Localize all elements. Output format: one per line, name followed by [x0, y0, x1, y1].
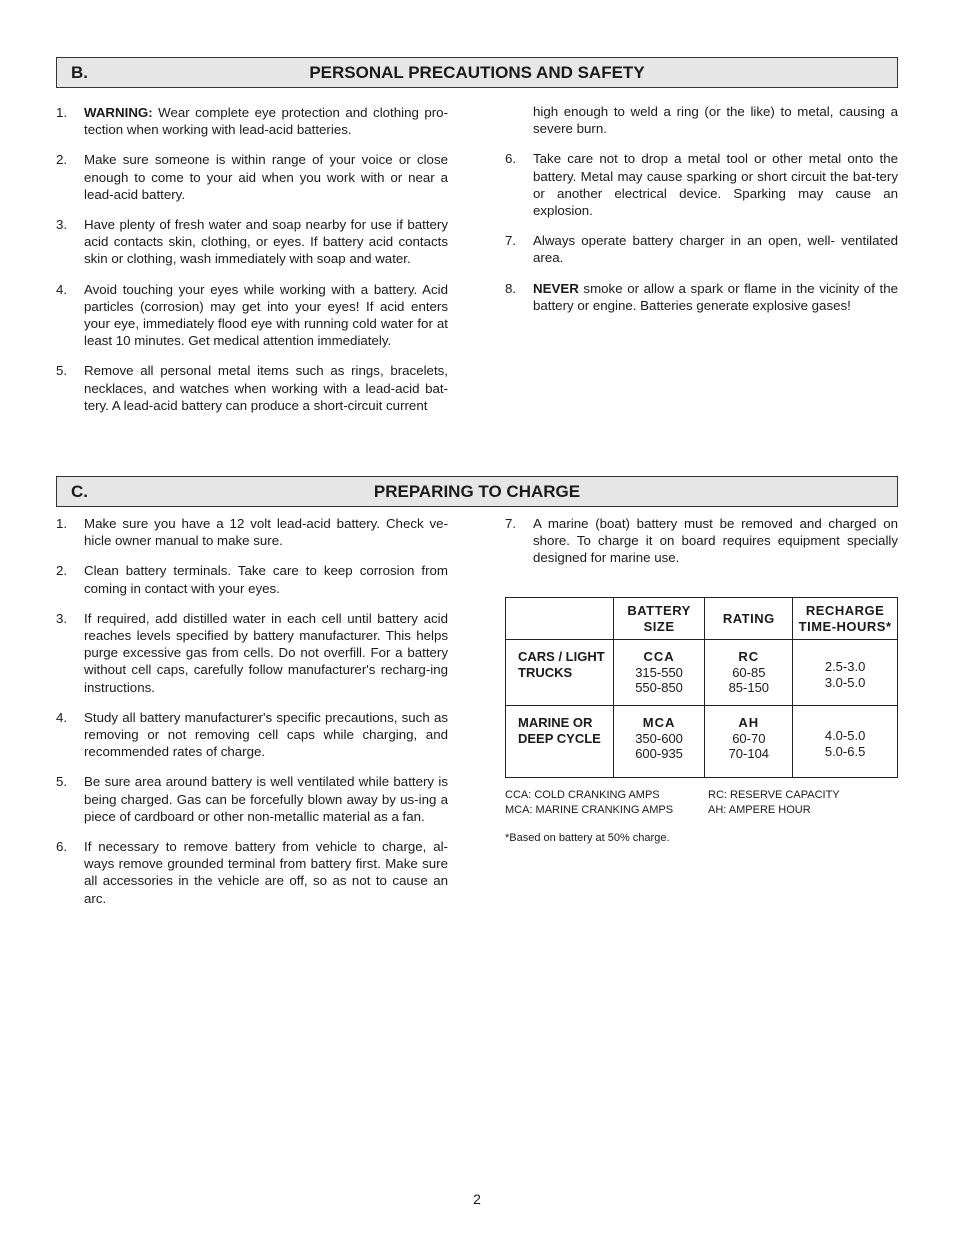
- rating-value: 85-150: [728, 680, 770, 695]
- cell-rating: [705, 640, 793, 706]
- time-value: 5.0-6.5: [824, 743, 866, 759]
- list-item: [56, 151, 448, 203]
- battery-table: [505, 597, 898, 778]
- item-number: 2.: [56, 563, 68, 579]
- item-text: A marine (boat) battery must be removed and charged on shore. To charge it on board requires equipment specially designed for marine use.: [533, 516, 898, 566]
- section-c-letter: C.: [71, 482, 88, 501]
- item-text: If necessary to remove battery from vehicle to charge, al-ways remove grounded terminal from battery first. Make sure all accessories in the vehicle are off, so as not to cause an arc.: [84, 839, 448, 906]
- section-b-title: PERSONAL PRECAUTIONS AND SAFETY: [309, 63, 645, 82]
- section-c-title: PREPARING TO CHARGE: [373, 482, 581, 501]
- rating-head: RC: [738, 649, 760, 664]
- note-cca: CCA: COLD CRANKING AMPS: [505, 789, 660, 801]
- list-item: [56, 515, 448, 549]
- rating-head: AH: [738, 715, 760, 730]
- list-item-continuation: [505, 103, 898, 137]
- item-number: 3.: [56, 217, 68, 233]
- item-text: If required, add distilled water in each cell until battery acid reaches levels specified by battery manufacturer. This helps purge excessive gas from cells. Do not overfill. For a battery without cell caps, carefully follow manufacturer's recharg-ing instructions.: [84, 610, 448, 695]
- table-header-rating: RATING: [705, 598, 793, 640]
- list-item: [56, 838, 448, 907]
- list-item: [56, 610, 448, 696]
- item-number: 7.: [505, 233, 517, 249]
- row-type: CARS / LIGHT TRUCKS: [506, 640, 614, 706]
- item-text: Remove all personal metal items such as rings, bracelets, necklaces, and watches when working with a lead-acid bat-tery. A lead-acid battery can produce a short-circuit current: [84, 363, 448, 413]
- time-value: 3.0-5.0: [824, 674, 866, 690]
- size-head: MCA: [642, 715, 676, 730]
- item-text: high enough to weld a ring (or the like) to metal, causing a severe burn.: [533, 104, 898, 137]
- section-c-left-column: [56, 515, 448, 920]
- cell-battery-size: [613, 706, 705, 778]
- item-number: 5.: [56, 363, 68, 379]
- rating-value: 60-85: [732, 664, 766, 680]
- warning-label: WARNING:: [84, 105, 153, 120]
- list-item: [56, 709, 448, 761]
- page-number: 2: [473, 1191, 481, 1207]
- rating-value: 60-70: [732, 730, 766, 746]
- item-number: 2.: [56, 152, 68, 168]
- section-b-letter: B.: [71, 63, 88, 82]
- list-item: [505, 515, 898, 567]
- item-number: 6.: [56, 839, 68, 855]
- item-number: 1.: [56, 516, 68, 531]
- cell-recharge-time: [793, 640, 898, 706]
- size-head: CCA: [643, 649, 675, 664]
- item-text: smoke or allow a spark or flame in the vicinity of the battery or engine. Batteries generate explosive gases!: [533, 280, 898, 313]
- table-header-recharge-time: RECHARGE TIME-HOURS*: [793, 598, 898, 640]
- table-header-battery-size: BATTERY SIZE: [613, 598, 705, 640]
- size-value: 600-935: [635, 746, 683, 761]
- table-row: [506, 706, 898, 778]
- item-text: Have plenty of fresh water and soap nearby for use if battery acid contacts skin, clothing, or eyes. If battery acid contacts skin or clothing, wash immediately with soap and water.: [84, 217, 448, 267]
- item-number: 8.: [505, 280, 517, 296]
- item-number: 4.: [56, 281, 68, 297]
- never-label: NEVER: [533, 280, 579, 296]
- item-number: 3.: [56, 610, 68, 626]
- table-header-empty: [506, 598, 614, 640]
- size-value: 550-850: [635, 680, 683, 695]
- item-number: 4.: [56, 709, 68, 725]
- cell-battery-size: [613, 640, 705, 706]
- list-item: [56, 104, 448, 138]
- item-number: 6.: [505, 151, 517, 167]
- item-number: 1.: [56, 105, 68, 120]
- list-item: [56, 562, 448, 596]
- section-c-header: [56, 476, 898, 507]
- item-text: Always operate battery charger in an open, well- ventilated area.: [533, 233, 898, 266]
- section-b-left-column: [56, 104, 448, 427]
- item-text: Make sure you have a 12 volt lead-acid battery. Check ve-hicle owner manual to make sure.: [84, 516, 448, 549]
- size-value: 350-600: [635, 730, 683, 746]
- item-text: Study all battery manufacturer's specific precautions, such as removing or not removing cell caps while charging, and recommended rates of charge.: [84, 709, 448, 760]
- note-rc: RC: RESERVE CAPACITY: [708, 789, 840, 801]
- note-footnote: *Based on battery at 50% charge.: [505, 832, 670, 844]
- item-text: Take care not to drop a metal tool or other metal onto the battery. Metal may cause sparking or short circuit the bat-tery or another electrical device. Sparking may cause an explosion.: [533, 151, 898, 219]
- table-row: [506, 640, 898, 706]
- list-item: [505, 150, 898, 219]
- item-text: Avoid touching your eyes while working with a battery. Acid particles (corrosion) may get into your eyes! If acid enters your eye, immediately flood eye with running cold water for at least 10 minutes. Get medical attention immediately.: [84, 281, 448, 349]
- section-c-right-column: [505, 515, 898, 580]
- size-value: 315-550: [635, 664, 683, 680]
- time-value: 4.0-5.0: [824, 728, 866, 743]
- cell-recharge-time: [793, 706, 898, 778]
- row-type: MARINE OR DEEP CYCLE: [506, 706, 614, 778]
- list-item: [56, 281, 448, 350]
- note-mca: MCA: MARINE CRANKING AMPS: [505, 804, 674, 816]
- section-b-header: [56, 57, 898, 88]
- cell-rating: [705, 706, 793, 778]
- item-text: Wear complete eye protection and clothing pro-tection when working with lead-acid batteries.: [84, 105, 448, 138]
- list-item: [505, 232, 898, 266]
- note-ah: AH: AMPERE HOUR: [708, 804, 811, 816]
- list-item: [505, 280, 898, 314]
- item-number: 7.: [505, 516, 517, 531]
- list-item: [56, 362, 448, 414]
- section-b-right-column: [505, 103, 898, 327]
- item-text: Make sure someone is within range of your voice or close enough to come to your aid when you work with or near a lead-acid battery.: [84, 152, 448, 202]
- item-number: 5.: [56, 774, 68, 790]
- rating-value: 70-104: [728, 746, 770, 761]
- time-value: 2.5-3.0: [824, 659, 866, 674]
- item-text: Clean battery terminals. Take care to keep corrosion from coming in contact with your eyes.: [84, 563, 448, 596]
- list-item: [56, 216, 448, 268]
- list-item: [56, 773, 448, 825]
- item-text: Be sure area around battery is well ventilated while battery is being charged. Gas can be forcefully blown away by us-ing a piece of cardboard or other non-metallic material as a fan.: [84, 774, 448, 824]
- table-header-row: [506, 598, 898, 640]
